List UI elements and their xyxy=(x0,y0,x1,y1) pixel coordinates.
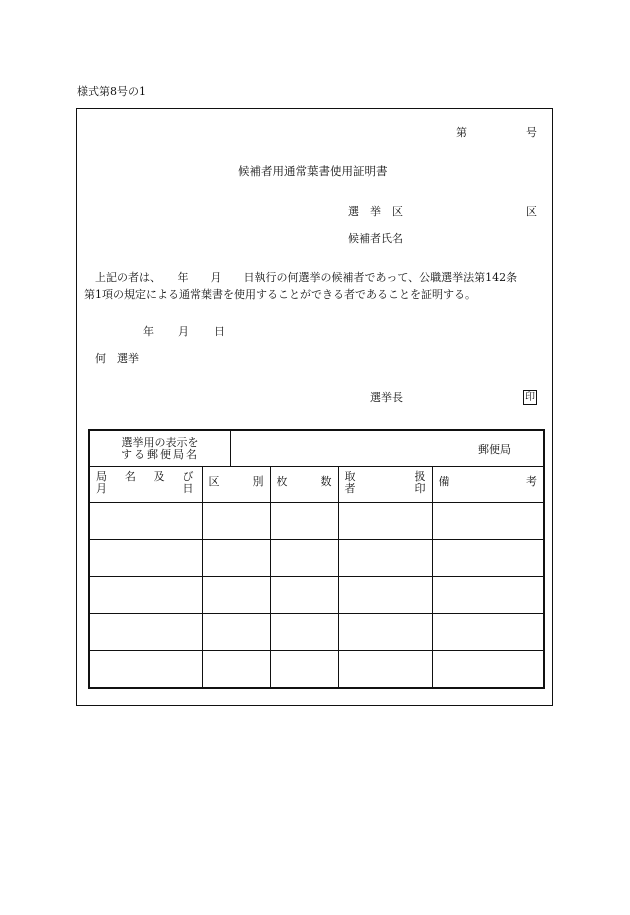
cell-remarks[interactable] xyxy=(432,503,544,540)
col-char: 扱 xyxy=(414,470,426,483)
number-dai: 第 xyxy=(456,126,467,139)
post-office-suffix: 郵便局 xyxy=(478,443,512,456)
cell-category[interactable] xyxy=(202,614,270,651)
cell-count[interactable] xyxy=(270,651,338,688)
col-char: 枚 xyxy=(276,475,288,488)
district-label: 選 挙 区 xyxy=(348,205,403,218)
table-row xyxy=(89,540,544,577)
election-name: 何 選挙 xyxy=(95,352,139,365)
cell-handler[interactable] xyxy=(338,577,432,614)
cell-handler[interactable] xyxy=(338,503,432,540)
cell-office-date[interactable] xyxy=(89,577,202,614)
header-label-line1: 選挙用の表示を xyxy=(121,435,199,449)
col-char: 及 xyxy=(153,470,165,483)
seal-mark xyxy=(523,390,537,405)
cell-handler[interactable] xyxy=(338,651,432,688)
col-char: 日 xyxy=(182,482,194,495)
col-header-handler xyxy=(338,467,432,503)
form-number-label: 様式第8号の1 xyxy=(77,85,146,98)
col-char: 数 xyxy=(320,475,332,488)
table-row xyxy=(89,577,544,614)
col-header-count xyxy=(270,467,338,503)
cell-category[interactable] xyxy=(202,540,270,577)
column-header-row xyxy=(89,467,544,503)
cell-count[interactable] xyxy=(270,503,338,540)
col-header-remarks xyxy=(432,467,544,503)
cell-count[interactable] xyxy=(270,614,338,651)
cell-count[interactable] xyxy=(270,540,338,577)
post-office-header-label xyxy=(90,431,231,466)
header-label-line2: する郵便局名 xyxy=(121,447,199,461)
cell-handler[interactable] xyxy=(338,614,432,651)
col-header-category xyxy=(202,467,270,503)
number-go: 号 xyxy=(526,126,537,139)
date-month: 月 xyxy=(178,325,189,338)
col-char: 考 xyxy=(526,475,538,488)
cell-handler[interactable] xyxy=(338,540,432,577)
table-row xyxy=(89,651,544,688)
col-char: 名 xyxy=(124,470,136,483)
col-char: 別 xyxy=(252,475,264,488)
col-char: 月 xyxy=(96,482,107,495)
col-char: 備 xyxy=(438,475,450,488)
col-char: 区 xyxy=(208,475,220,488)
col-header-office-date xyxy=(89,467,202,503)
cell-office-date[interactable] xyxy=(89,540,202,577)
table-row xyxy=(89,503,544,540)
body-text-line2: 第1項の規定による通常葉書を使用することができる者であることを証明する。 xyxy=(84,288,476,301)
post-office-header-row xyxy=(89,430,544,467)
cell-office-date[interactable] xyxy=(89,503,202,540)
date-day: 日 xyxy=(214,325,225,338)
chairman-label: 選挙長 xyxy=(370,391,403,404)
cell-remarks[interactable] xyxy=(432,614,544,651)
cell-office-date[interactable] xyxy=(89,614,202,651)
date-year: 年 xyxy=(143,325,154,338)
cell-category[interactable] xyxy=(202,577,270,614)
col-char: 印 xyxy=(414,482,426,495)
cell-remarks[interactable] xyxy=(432,577,544,614)
col-char: 者 xyxy=(344,482,356,495)
col-char: 局 xyxy=(96,470,107,483)
cell-count[interactable] xyxy=(270,577,338,614)
seal-stamp: 印 xyxy=(525,392,535,403)
table-row xyxy=(89,614,544,651)
post-office-table xyxy=(88,429,545,689)
table-body xyxy=(89,503,544,688)
post-office-name-field[interactable] xyxy=(231,431,543,466)
cell-office-date[interactable] xyxy=(89,651,202,688)
col-char: び xyxy=(182,470,194,483)
cell-category[interactable] xyxy=(202,651,270,688)
cell-remarks[interactable] xyxy=(432,540,544,577)
district-suffix: 区 xyxy=(526,205,537,218)
body-text-line1: 上記の者は、 年 月 日執行の何選挙の候補者であって、公職選挙法第142条 xyxy=(95,271,518,284)
candidate-name-label: 候補者氏名 xyxy=(348,232,403,245)
document-title: 候補者用通常葉書使用証明書 xyxy=(238,164,388,178)
col-char: 取 xyxy=(344,470,356,483)
cell-category[interactable] xyxy=(202,503,270,540)
cell-remarks[interactable] xyxy=(432,651,544,688)
